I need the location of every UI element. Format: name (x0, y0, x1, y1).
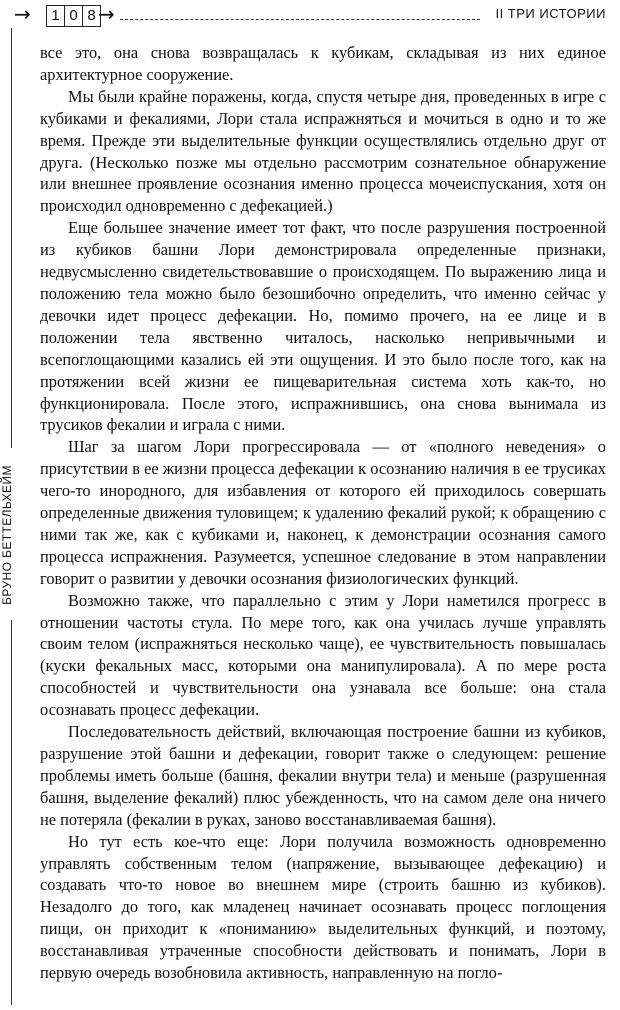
page-number-digit: 1 (46, 5, 65, 27)
page-number (46, 4, 100, 28)
arrow-right-icon: → (14, 2, 31, 26)
running-title: II ТРИ ИСТОРИИ (495, 6, 606, 21)
paragraph: Мы были крайне поражены, когда, спустя четыре дня, проведенных в игре с кубиками и фекалиями, Лори стала испражняться и мочиться в одно и то же время. Прежде эти выделительные функции осуществлялись отдельно друг от друга. (Несколько позже мы отдельно рассмотрим сознательное обнаружение или внешнее проявление осознания именно процесса мочеиспускания, хотя он происходил одновременно с дефекацией.) (40, 86, 606, 216)
page-number-digit: 0 (64, 5, 83, 27)
paragraph: Еще большее значение имеет тот факт, что после разрушения построенной из кубиков башни Лори демонстрировала определенные признаки, недвусмысленно свидетельствовавшие о происходящем. По выражению лица и положению тела можно было безошибочно определить, что именно сейчас у девочки идет процесс дефекации. Но, помимо прочего, на ее лице и в положении тела явственно читалось, насколько непривычными и всепоглощающими казались ей эти ощущения. И это было после того, как на протяжении всей жизни ее пищеварительная система хоть как-то, но функционировала. После этого, испражнившись, она снова вынимала из трусиков фекалии и играла с ними. (40, 218, 606, 435)
paragraph: Возможно также, что параллельно с этим у Лори наметился прогресс в отношении частоты стула. По мере того, как она училась лучше управлять своим телом (испражняться несколько чаще), ее чувствительность повышалась (куски фекальных масс, которыми она манипулировала). А по мере роста способностей и чувствительности она узнавала все больше: она стала осознавать процесс дефекации. (40, 590, 606, 720)
author-name: БРУНО БЕТТЕЛЬХЕЙМ (0, 465, 14, 605)
side-divider (11, 28, 12, 448)
paragraph: все это, она снова возвращалась к кубикам, складывая из них единое архитектурное сооружение. (40, 43, 606, 84)
paragraph: Но тут есть кое-что еще: Лори получила возможность одновременно управлять собственным телом (напряжение, вызывающее дефекацию) и создавать что-то новое во внешнем мире (строить башню из кубиков). Незадолго до того, как младенец начинает осознавать процесс поглощения пищи, он приходит к «пониманию» выделительных функций, и поэтому, восстанавливая утраченные способности действовать и понимать, Лори в первую очередь возобновила активность, направленную на погло- (40, 831, 606, 983)
paragraph: Шаг за шагом Лори прогрессировала — от «полного неведения» о присутствии в ее жизни процесса дефекации к осознанию наличия в ее трусиках чего-то инородного, для избавления от которого ей приходилось совершать определенные движения туловищем; к удалению фекалий рукой; к обращению с ними так же, как с кубиками и, наконец, к демонстрации осознания самого процесса испражнения. Разумеется, успешное следование в этом направлении говорит о развитии у девочки осознания физиологических функций. (40, 437, 606, 588)
side-divider (11, 620, 12, 1005)
body-text (40, 42, 606, 984)
page-number-digit: 8 (82, 5, 101, 27)
page-header (10, 0, 610, 34)
paragraph: Последовательность действий, включающая построение башни из кубиков, разрушение этой башни и дефекации, говорит также о следующем: решение проблемы иметь больше (башня, фекалии внутри тела) и меньше (разрушенная башня, выделение фекалий) плюс убежденность, что на самом деле она ничего не потеряла (фекалии в руках, заново восстанавливаемая башня). (40, 722, 606, 829)
arrow-right-icon: → (98, 2, 115, 26)
header-divider (120, 19, 480, 20)
